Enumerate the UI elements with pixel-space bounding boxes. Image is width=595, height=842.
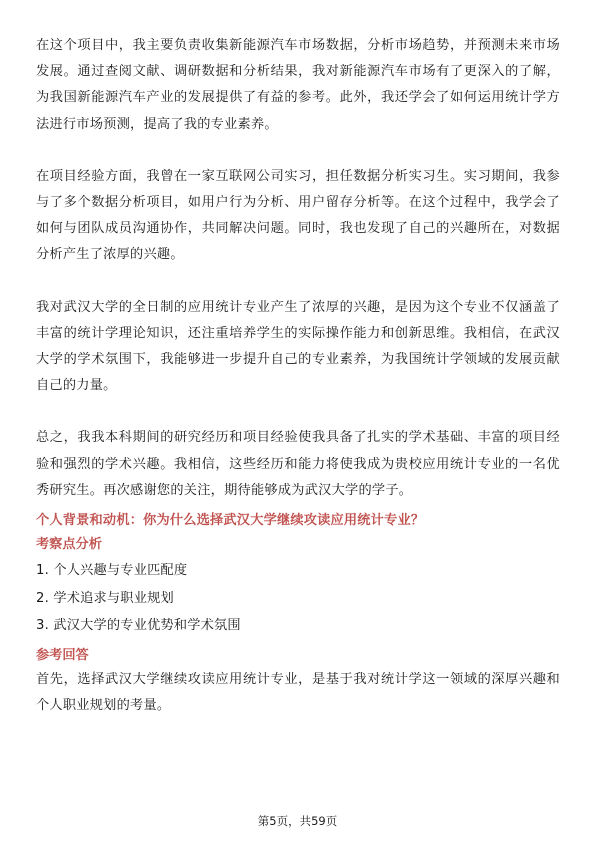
answer-text: 首先，选择武汉大学继续攻读应用统计专业，是基于我对统计学这一领域的深厚兴趣和个人职业规划的考量。 [36,671,560,713]
page-content [36,33,560,719]
page-number: 第5页，共59页 [257,814,338,828]
paragraph-project-experience: 在这个项目中，我主要负责收集新能源汽车市场数据，分析市场趋势，并预测未来市场发展。通过查阅文献、调研数据和分析结果，我对新能源汽车市场有了更深入的了解，为我国新能源汽车产业的发展提供了有益的参考。此外，我还学会了如何运用统计学方法进行市场预测，提高了我的专业素养。 [36,38,560,132]
paragraph-motivation: 我对武汉大学的全日制的应用统计专业产生了浓厚的兴趣，是因为这个专业不仅涵盖了丰富的统计学理论知识，还注重培养学生的实际操作能力和创新思维。我相信，在武汉大学的学术氛围下，我能够进一步提升自己的专业素养，为我国统计学领域的发展贡献自己的力量。 [36,299,560,394]
paragraph-conclusion: 总之，我我本科期间的研究经历和项目经验使我具备了扎实的学术基础、丰富的项目经验和强烈的学术兴趣。我相信，这些经历和能力将使我成为贵校应用统计专业的一名优秀研究生。再次感谢您的关注，期待能够成为武汉大学的学子。 [36,430,560,498]
list-item: 1. 个人兴趣与专业匹配度 [36,563,188,579]
answer-heading: 参考回答 [36,647,89,663]
analysis-list [36,557,560,640]
question-heading: 个人背景和动机：你为什么选择武汉大学继续攻读应用统计专业？ [36,513,425,529]
list-item: 2. 学术追求与职业规划 [36,590,174,606]
analysis-heading: 考察点分析 [36,537,102,553]
list-item: 3. 武汉大学的专业优势和学术氛围 [36,618,241,634]
paragraph-internship: 在项目经验方面，我曾在一家互联网公司实习，担任数据分析实习生。实习期间，我参与了多个数据分析项目，如用户行为分析、用户留存分析等。在这个过程中，我学会了如何与团队成员沟通协作，共同解决问题。同时，我也发现了自己的兴趣所在，对数据分析产生了浓厚的兴趣。 [36,168,560,263]
